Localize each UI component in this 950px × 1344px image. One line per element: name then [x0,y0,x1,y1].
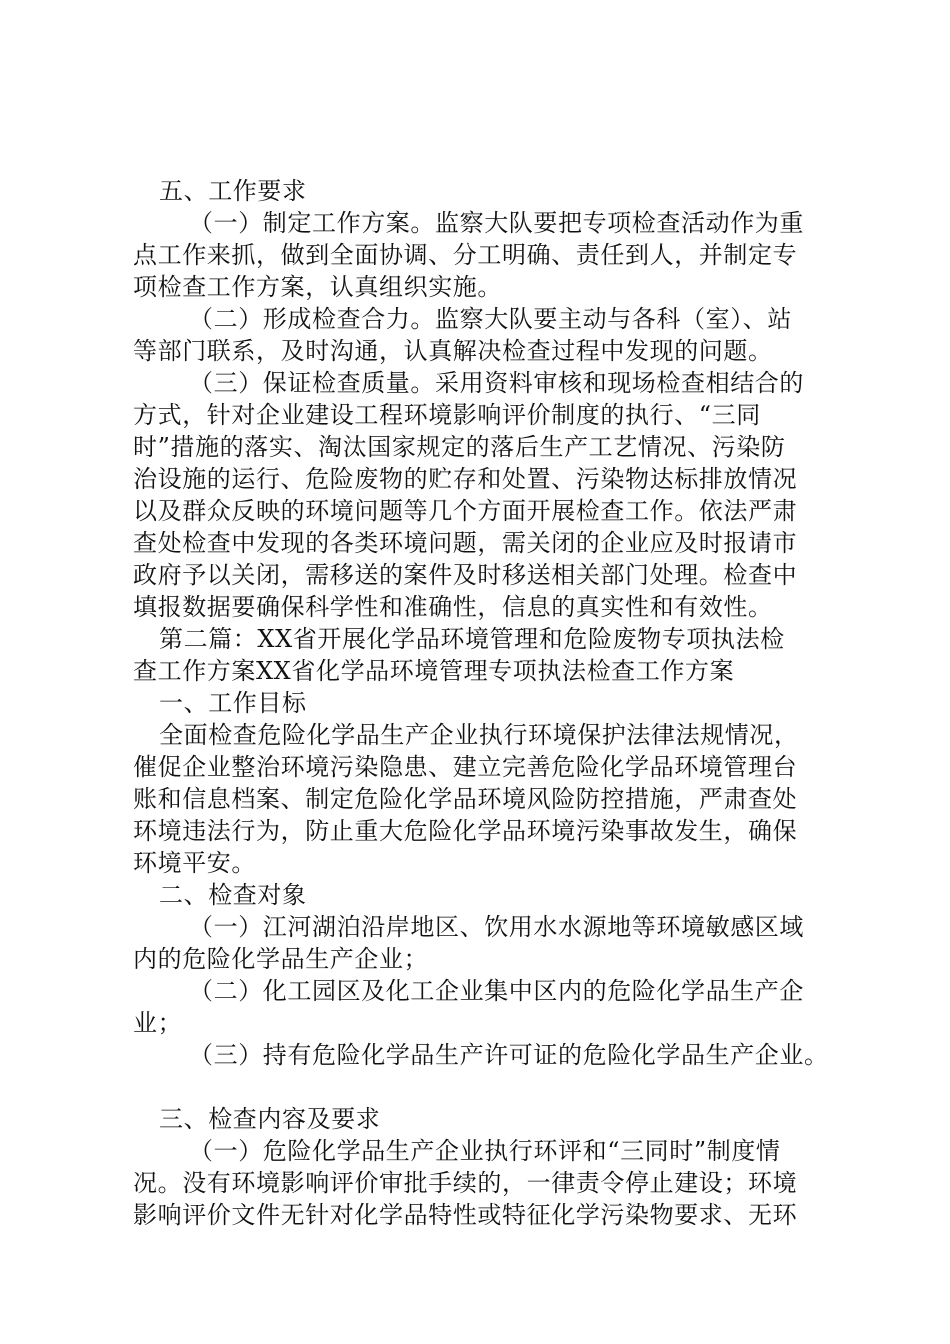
paragraph-line: 账和信息档案、制定危险化学品环境风险防控措施，严肃查处 [133,785,798,813]
chapter-title: 查工作方案XX省化学品环境管理专项执法检查工作方案 [133,657,735,685]
paragraph-line: 业； [133,1009,183,1037]
paragraph-line: 催促企业整治环境污染隐患、建立完善危险化学品环境管理台 [133,753,798,781]
paragraph-line: （二）化工园区及化工企业集中区内的危险化学品生产企 [189,977,804,1005]
paragraph-line: 环境平安。 [133,849,256,877]
paragraph-line: 影响评价文件无针对化学品特性或特征化学污染物要求、无环 [133,1201,798,1229]
paragraph-line: 时”措施的落实、淘汰国家规定的落后生产工艺情况、污染防 [133,433,786,461]
section-heading: 二、检查对象 [159,881,307,909]
paragraph-line: （一）制定工作方案。监察大队要把专项检查活动作为重 [189,209,804,237]
paragraph-line: 查处检查中发现的各类环境问题，需关闭的企业应及时报请市 [133,529,798,557]
paragraph-line: （一）危险化学品生产企业执行环评和“三同时”制度情 [189,1137,781,1165]
paragraph-line: 填报数据要确保科学性和准确性，信息的真实性和有效性。 [133,593,773,621]
paragraph-line: 等部门联系，及时沟通，认真解决检查过程中发现的问题。 [133,337,773,365]
paragraph-line: 项检查工作方案，认真组织实施。 [133,273,502,301]
section-heading: 五、工作要求 [159,177,307,205]
paragraph-line: （三）保证检查质量。采用资料审核和现场检查相结合的 [189,369,804,397]
paragraph-line: （三）持有危险化学品生产许可证的危险化学品生产企业。 [189,1041,829,1069]
paragraph-line: 以及群众反映的环境问题等几个方面开展检查工作。依法严肃 [133,497,798,525]
paragraph-line: 全面检查危险化学品生产企业执行环境保护法律法规情况， [159,721,799,749]
paragraph-line: 环境违法行为，防止重大危险化学品环境污染事故发生，确保 [133,817,798,845]
paragraph-line: 内的危险化学品生产企业； [133,945,429,973]
paragraph-line: （一）江河湖泊沿岸地区、饮用水水源地等环境敏感区域 [189,913,804,941]
paragraph-line: 方式，针对企业建设工程环境影响评价制度的执行、“三同 [133,401,761,429]
paragraph-line: 政府予以关闭，需移送的案件及时移送相关部门处理。检查中 [133,561,798,589]
paragraph-line: 况。没有环境影响评价审批手续的，一律责令停止建设；环境 [133,1169,798,1197]
chapter-title: 第二篇：XX省开展化学品环境管理和危险废物专项执法检 [159,625,785,653]
section-heading: 一、工作目标 [159,689,307,717]
paragraph-line: 治设施的运行、危险废物的贮存和处置、污染物达标排放情况 [133,465,798,493]
paragraph-line: （二）形成检查合力。监察大队要主动与各科（室）、站 [189,305,792,333]
section-heading: 三、检查内容及要求 [159,1105,381,1133]
paragraph-line: 点工作来抓，做到全面协调、分工明确、责任到人，并制定专 [133,241,798,269]
